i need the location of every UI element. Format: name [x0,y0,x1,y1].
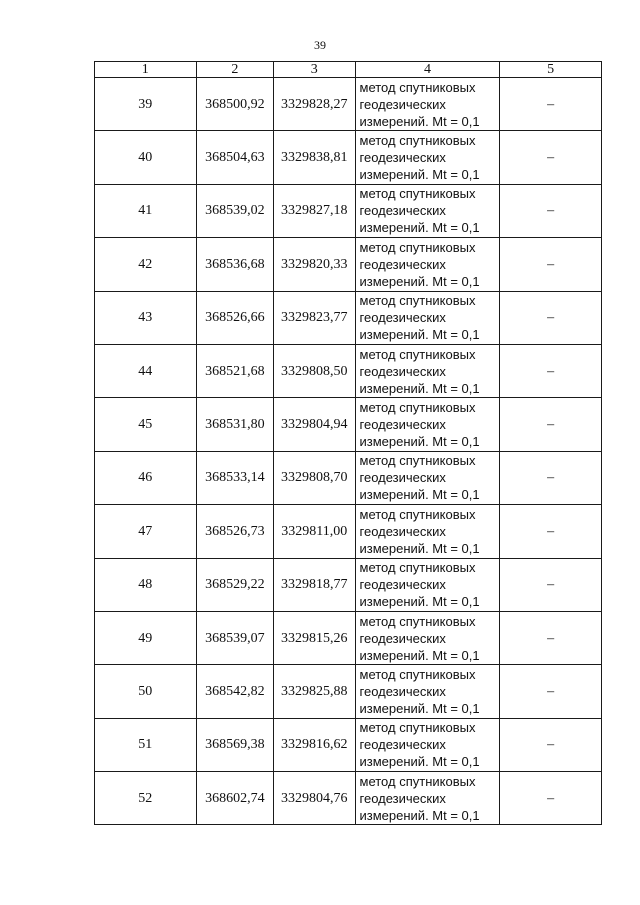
point-number-cell: 50 [95,665,197,718]
table-row [95,611,602,664]
x-coordinate-cell: 368602,74 [196,772,273,825]
note-cell: – [500,718,602,771]
method-cell [355,78,500,131]
method-line: метод спутниковых [359,186,476,202]
x-coordinate-cell: 368529,22 [196,558,273,611]
method-line: геодезических [359,256,446,272]
header-col-2: 2 [196,62,273,78]
method-cell [355,238,500,291]
note-cell: – [500,505,602,558]
y-coordinate-cell: 3329828,27 [274,78,355,131]
method-line: геодезических [359,363,446,379]
point-number-cell: 43 [95,291,197,344]
x-coordinate-cell: 368504,63 [196,131,273,184]
x-coordinate-cell: 368539,02 [196,184,273,237]
table-row [95,505,602,558]
method-line: геодезических [359,203,446,219]
method-line: геодезических [359,470,446,486]
method-cell [355,131,500,184]
method-line: измерений. Mt = 0,1 [359,327,480,343]
y-coordinate-cell: 3329808,70 [274,451,355,504]
method-cell [355,772,500,825]
method-cell [355,398,500,451]
method-line: метод спутниковых [359,293,476,309]
point-number-cell: 49 [95,611,197,664]
note-cell: – [500,558,602,611]
note-cell: – [500,398,602,451]
note-cell: – [500,665,602,718]
method-line: измерений. Mt = 0,1 [359,754,480,770]
method-line: измерений. Mt = 0,1 [359,380,480,396]
y-coordinate-cell: 3329811,00 [274,505,355,558]
method-line: геодезических [359,683,446,699]
method-line: геодезических [359,737,446,753]
method-cell [355,184,500,237]
table-row [95,718,602,771]
method-line: геодезических [359,523,446,539]
point-number-cell: 46 [95,451,197,504]
header-col-3: 3 [274,62,355,78]
method-line: измерений. Mt = 0,1 [359,167,480,183]
y-coordinate-cell: 3329808,50 [274,344,355,397]
table-row [95,558,602,611]
point-number-cell: 45 [95,398,197,451]
note-cell: – [500,291,602,344]
method-cell [355,718,500,771]
method-line: метод спутниковых [359,506,476,522]
note-cell: – [500,238,602,291]
note-cell: – [500,78,602,131]
method-line: геодезических [359,310,446,326]
note-cell: – [500,772,602,825]
table-header [95,62,602,78]
x-coordinate-cell: 368569,38 [196,718,273,771]
point-number-cell: 48 [95,558,197,611]
method-line: геодезических [359,630,446,646]
method-line: геодезических [359,96,446,112]
method-line: измерений. Mt = 0,1 [359,113,480,129]
method-line: метод спутниковых [359,79,476,95]
method-cell [355,291,500,344]
x-coordinate-cell: 368526,73 [196,505,273,558]
method-line: измерений. Mt = 0,1 [359,807,480,823]
method-line: измерений. Mt = 0,1 [359,487,480,503]
method-line: геодезических [359,577,446,593]
method-cell [355,344,500,397]
table-row [95,184,602,237]
note-cell: – [500,184,602,237]
y-coordinate-cell: 3329825,88 [274,665,355,718]
method-line: метод спутниковых [359,560,476,576]
y-coordinate-cell: 3329838,81 [274,131,355,184]
method-line: измерений. Mt = 0,1 [359,594,480,610]
x-coordinate-cell: 368531,80 [196,398,273,451]
y-coordinate-cell: 3329823,77 [274,291,355,344]
table-body [95,78,602,825]
y-coordinate-cell: 3329816,62 [274,718,355,771]
point-number-cell: 40 [95,131,197,184]
y-coordinate-cell: 3329804,94 [274,398,355,451]
point-number-cell: 41 [95,184,197,237]
x-coordinate-cell: 368536,68 [196,238,273,291]
x-coordinate-cell: 368521,68 [196,344,273,397]
note-cell: – [500,611,602,664]
method-cell [355,665,500,718]
method-line: измерений. Mt = 0,1 [359,540,480,556]
x-coordinate-cell: 368526,66 [196,291,273,344]
x-coordinate-cell: 368542,82 [196,665,273,718]
table-row [95,665,602,718]
point-number-cell: 44 [95,344,197,397]
method-cell [355,611,500,664]
method-line: метод спутниковых [359,720,476,736]
table-row [95,78,602,131]
header-col-1: 1 [95,62,197,78]
y-coordinate-cell: 3329818,77 [274,558,355,611]
y-coordinate-cell: 3329815,26 [274,611,355,664]
y-coordinate-cell: 3329804,76 [274,772,355,825]
method-cell [355,558,500,611]
y-coordinate-cell: 3329820,33 [274,238,355,291]
method-line: измерений. Mt = 0,1 [359,700,480,716]
header-col-5: 5 [500,62,602,78]
table-row [95,344,602,397]
method-line: метод спутниковых [359,773,476,789]
method-line: измерений. Mt = 0,1 [359,220,480,236]
method-cell [355,505,500,558]
method-line: метод спутниковых [359,453,476,469]
point-number-cell: 51 [95,718,197,771]
method-line: метод спутниковых [359,400,476,416]
header-row [95,62,602,78]
x-coordinate-cell: 368533,14 [196,451,273,504]
table-row [95,291,602,344]
method-line: измерений. Mt = 0,1 [359,647,480,663]
table-row [95,451,602,504]
point-number-cell: 47 [95,505,197,558]
point-number-cell: 52 [95,772,197,825]
coordinates-table [94,61,602,825]
x-coordinate-cell: 368500,92 [196,78,273,131]
method-line: метод спутниковых [359,133,476,149]
table-row [95,131,602,184]
method-line: геодезических [359,790,446,806]
note-cell: – [500,131,602,184]
note-cell: – [500,451,602,504]
method-line: метод спутниковых [359,666,476,682]
method-line: метод спутниковых [359,346,476,362]
method-line: метод спутниковых [359,613,476,629]
method-line: геодезических [359,417,446,433]
method-line: измерений. Mt = 0,1 [359,434,480,450]
table-row [95,398,602,451]
method-line: геодезических [359,150,446,166]
x-coordinate-cell: 368539,07 [196,611,273,664]
header-col-4: 4 [355,62,500,78]
page-number: 39 [314,38,326,52]
table-row [95,772,602,825]
y-coordinate-cell: 3329827,18 [274,184,355,237]
table-row [95,238,602,291]
method-line: измерений. Mt = 0,1 [359,273,480,289]
method-line: метод спутниковых [359,239,476,255]
method-cell [355,451,500,504]
note-cell: – [500,344,602,397]
point-number-cell: 42 [95,238,197,291]
point-number-cell: 39 [95,78,197,131]
